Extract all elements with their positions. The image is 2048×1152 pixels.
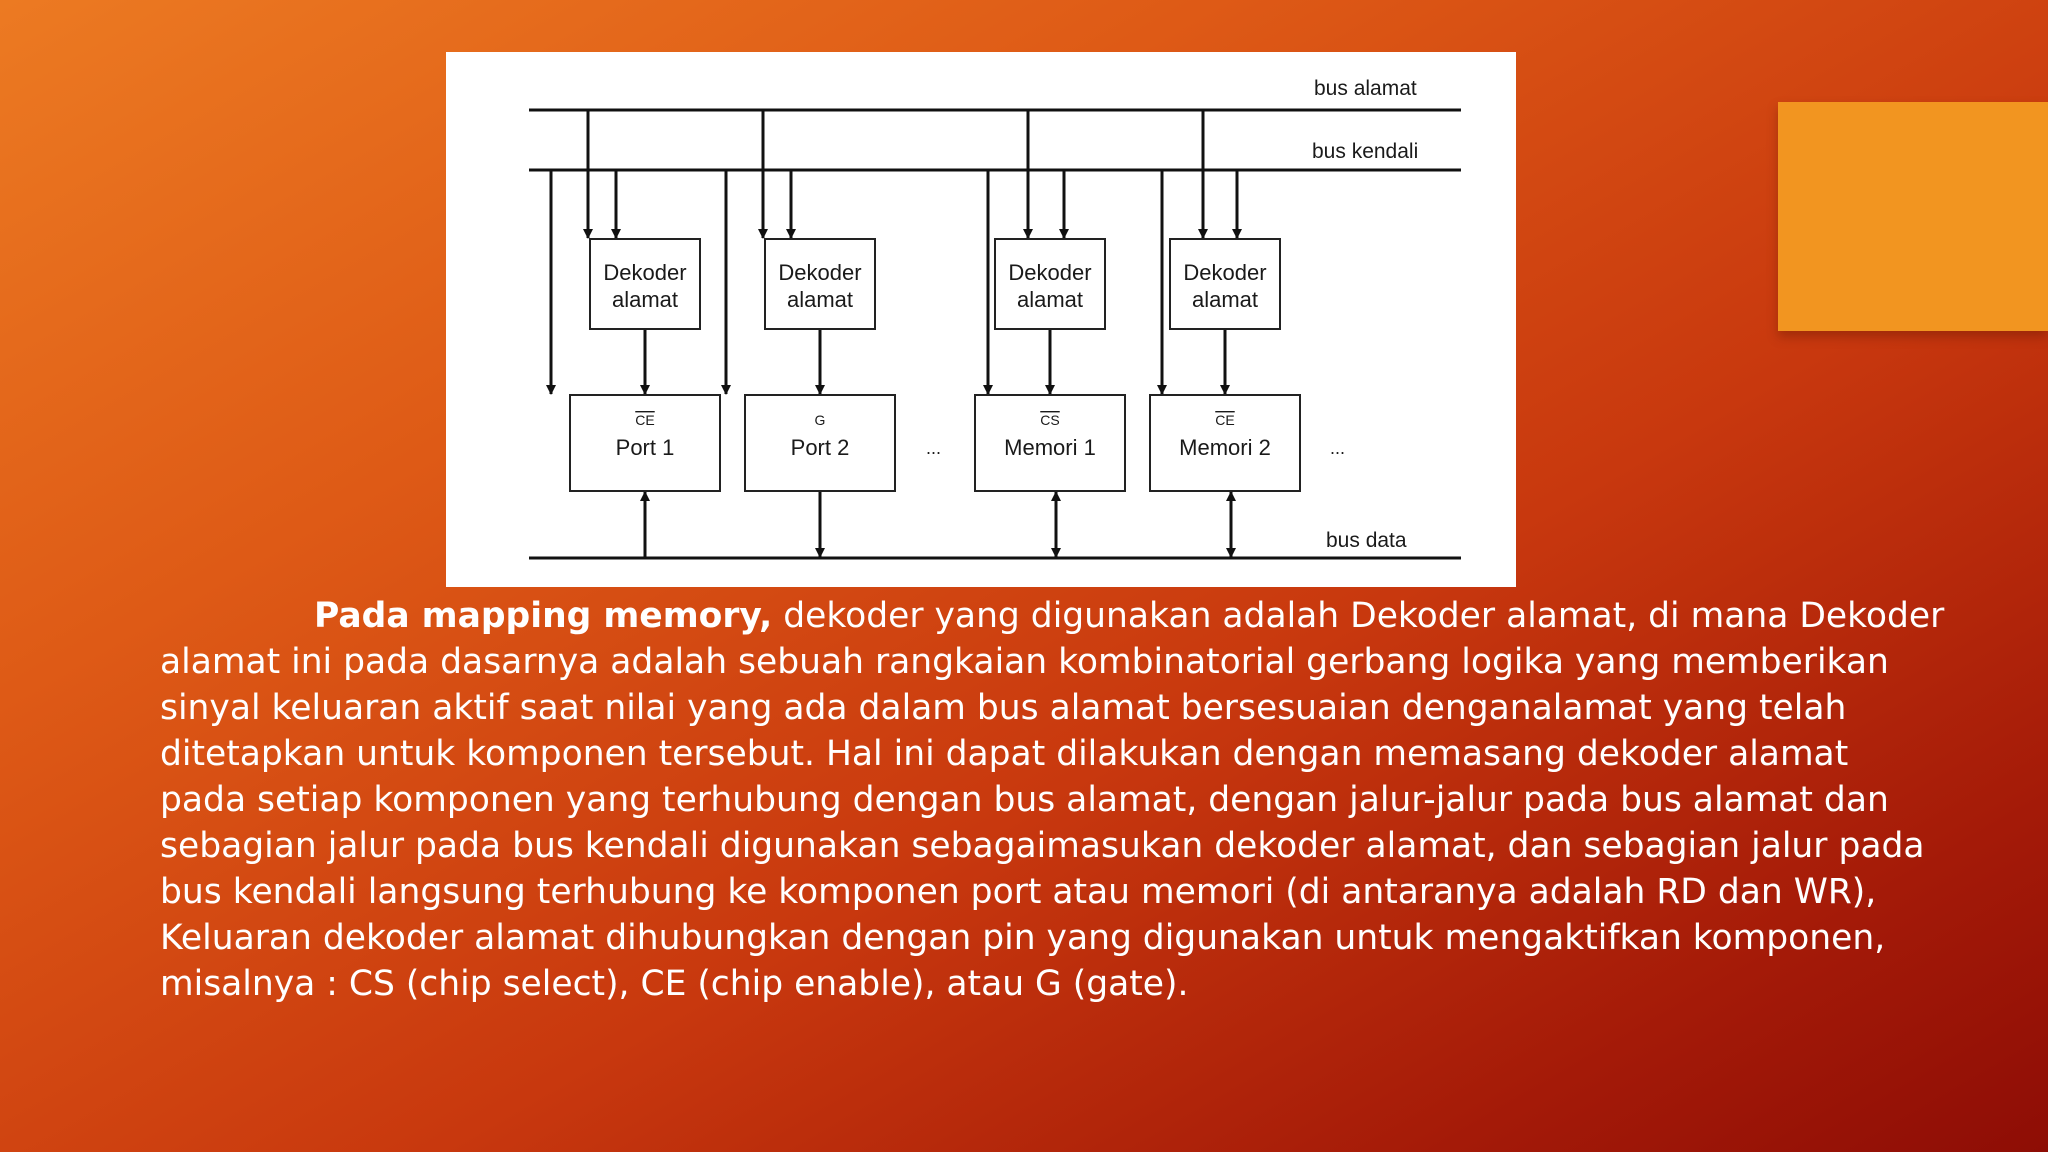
component-1-name: Port 1	[615, 435, 675, 460]
component-2-pin: G	[814, 412, 826, 428]
component-3-name: Memori 1	[1004, 435, 1096, 460]
paragraph-line-3: sinyal keluaran aktif saat nilai yang ada dalam bus alamat bersesuaian denganalamat yang telah	[160, 688, 1847, 728]
paragraph-line-8: Keluaran dekoder alamat dihubungkan dengan pin yang digunakan untuk mengaktifkan komponen,	[160, 918, 1886, 958]
paragraph-lead: Pada mapping memory,	[314, 596, 773, 636]
paragraph-line-5: pada setiap komponen yang terhubung dengan bus alamat, dengan jalur-jalur pada bus alamat dan	[160, 780, 1889, 820]
paragraph-line-6: sebagian jalur pada bus kendali digunakan sebagaimasukan dekoder alamat, dan sebagian jalur pada	[160, 826, 1925, 866]
decoder-4-line1: Dekoder	[1183, 260, 1267, 285]
bus-control-label: bus kendali	[1312, 140, 1419, 163]
decoder-2-line2: alamat	[786, 287, 854, 312]
component-4-pin: CE	[1215, 412, 1235, 428]
component-2-name: Port 2	[790, 435, 850, 460]
paragraph-line-7: bus kendali langsung terhubung ke komponen port atau memori (di antaranya adalah RD dan WR),	[160, 872, 1877, 912]
ellipsis-2: ...	[1330, 438, 1346, 458]
decoder-2-line1: Dekoder	[778, 260, 862, 285]
bus-diagram-svg	[446, 52, 1516, 587]
paragraph-line-1	[160, 593, 1945, 639]
bus-diagram	[446, 52, 1516, 587]
accent-box	[1778, 102, 2048, 331]
paragraph-line-1-rest: dekoder yang digunakan adalah Dekoder alamat, di mana Dekoder	[772, 596, 1945, 636]
decoder-1-line1: Dekoder	[603, 260, 687, 285]
component-1-pin: CE	[635, 412, 655, 428]
component-3-pin: CS	[1040, 412, 1060, 428]
component-4-name: Memori 2	[1179, 435, 1271, 460]
ellipsis-1: ...	[926, 438, 942, 458]
decoder-3-line1: Dekoder	[1008, 260, 1092, 285]
paragraph-line-9: misalnya : CS (chip select), CE (chip enable), atau G (gate).	[160, 964, 1189, 1004]
paragraph-line-2: alamat ini pada dasarnya adalah sebuah rangkaian kombinatorial gerbang logika yang memberikan	[160, 642, 1889, 682]
decoder-4-line2: alamat	[1191, 287, 1259, 312]
decoder-1-line2: alamat	[611, 287, 679, 312]
bus-data-label: bus data	[1326, 529, 1407, 552]
paragraph-line-4: ditetapkan untuk komponen tersebut. Hal ini dapat dilakukan dengan memasang dekoder alamat	[160, 734, 1849, 774]
description-paragraph	[160, 593, 1945, 1007]
bus-address-label: bus alamat	[1314, 77, 1417, 100]
decoder-3-line2: alamat	[1016, 287, 1084, 312]
